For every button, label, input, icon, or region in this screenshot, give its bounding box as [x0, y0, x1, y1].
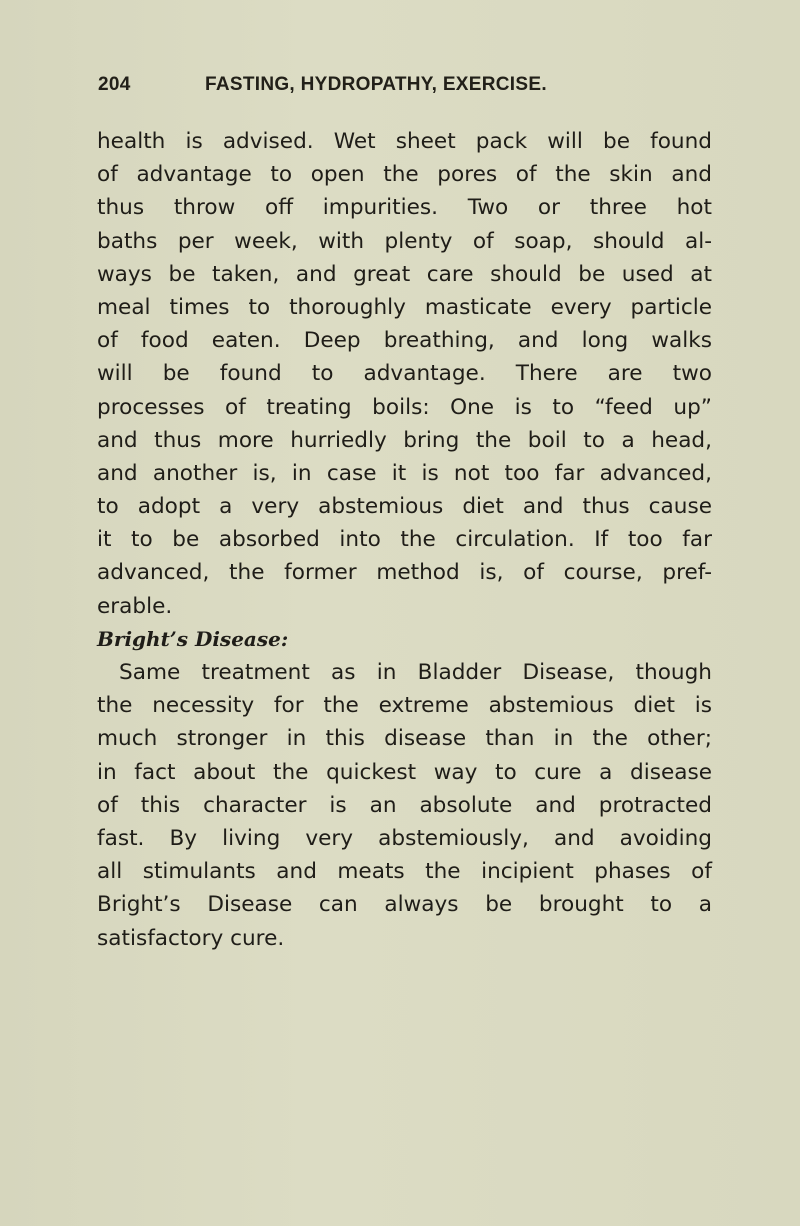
section-heading: Bright’s Disease:	[97, 626, 289, 651]
text-line: all stimulants and meats the incipient phases of	[97, 859, 712, 885]
text-line: and thus more hurriedly bring the boil to a head,	[97, 427, 712, 453]
text-line: it to be absorbed into the circulation. If too far	[97, 527, 712, 553]
text-line: satisfactory cure.	[97, 925, 285, 951]
running-title: FASTING, HYDROPATHY, EXERCISE.	[205, 74, 547, 95]
text-line: advanced, the former method is, of course, pref-	[97, 560, 712, 586]
running-head	[98, 74, 718, 102]
text-line: of this character is an absolute and protracted	[97, 792, 712, 818]
text-line: Bright’s Disease can always be brought to a	[97, 892, 712, 918]
text-line: of food eaten. Deep breathing, and long walks	[97, 328, 712, 354]
text-line: Same treatment as in Bladder Disease, though	[119, 660, 712, 685]
body-text	[97, 125, 712, 955]
text-line: erable.	[97, 593, 173, 619]
text-line: of advantage to open the pores of the skin and	[97, 162, 712, 188]
text-line: the necessity for the extreme abstemious diet is	[97, 693, 712, 719]
text-line: health is advised. Wet sheet pack will be found	[97, 129, 712, 154]
text-line: to adopt a very abstemious diet and thus cause	[97, 494, 712, 520]
text-line: baths per week, with plenty of soap, should al-	[97, 228, 712, 254]
text-line: meal times to thoroughly masticate every particle	[97, 294, 712, 320]
page-number: 204	[98, 74, 131, 95]
text-line: fast. By living very abstemiously, and avoiding	[97, 825, 712, 851]
text-line: processes of treating boils: One is to “feed up”	[97, 394, 712, 420]
text-line: ways be taken, and great care should be used at	[97, 261, 712, 287]
text-line: thus throw off impurities. Two or three hot	[97, 195, 712, 221]
text-line: in fact about the quickest way to cure a disease	[97, 759, 712, 785]
text-line: much stronger in this disease than in the other;	[97, 726, 712, 752]
text-line: will be found to advantage. There are two	[97, 361, 712, 387]
text-line: and another is, in case it is not too far advanced,	[97, 460, 712, 486]
